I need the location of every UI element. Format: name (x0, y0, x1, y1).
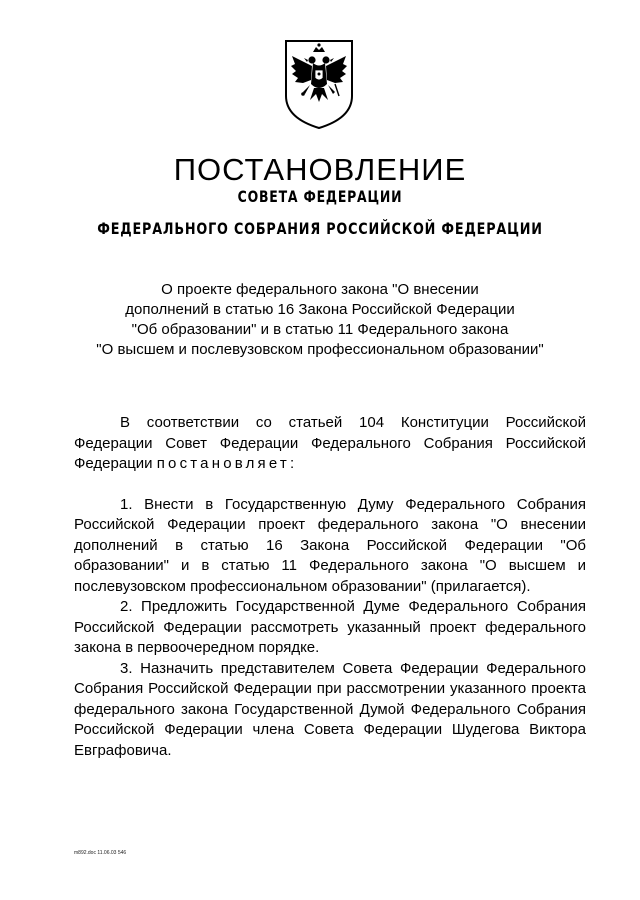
document-title: ПОСТАНОВЛЕНИЕ (173, 152, 467, 187)
subject-line: "Об образовании" и в статью 11 Федерального закона (131, 321, 509, 338)
resolution-item-2: 2. Предложить Государственной Думе Федерального Собрания Российской Федерации рассмотреть указанный проект федерального закона в первоочередном порядке. (74, 598, 586, 656)
resolution-item-3: 3. Назначить представителем Совета Федерации Федерального Собрания Российской Федерации при рассмотрении указанного проекта федерального закона Государственной Думой Федерального Собрания Российской Федерации члена Совета Федерации Шудегова Виктора Евграфовича. (74, 659, 586, 759)
coat-of-arms-icon (283, 38, 355, 130)
footer-reference: m892.doc 11.06.03 546 (74, 850, 127, 856)
issuer-line-2: ФЕДЕРАЛЬНОГО СОБРАНИЯ РОССИЙСКОЙ ФЕДЕРАЦИИ (97, 219, 543, 238)
preamble-text: В соответствии со статьей 104 Конституции Российской Федерации Совет Федерации Федерального Собрания Российской Федерации (74, 414, 586, 472)
preamble-verb: постановляет: (156, 455, 298, 472)
subject-line: "О высшем и послевузовском профессиональном образовании" (96, 341, 544, 358)
preamble-paragraph (74, 413, 586, 475)
document-subject (60, 280, 580, 360)
subject-line: дополнений в статью 16 Закона Российской Федерации (125, 301, 515, 318)
resolution-item-1: 1. Внести в Государственную Думу Федерального Собрания Российской Федерации проект федерального закона "О внесении дополнений в статью 16 Закона Российской Федерации "Об образовании" и в статью 11 Федерального закона "О высшем и послевузовском профессиональном образовании" (прилагается). (74, 495, 586, 595)
document-body (74, 413, 586, 761)
subject-line: О проекте федерального закона "О внесении (161, 281, 479, 298)
issuer-line-1: СОВЕТА ФЕДЕРАЦИИ (237, 187, 403, 206)
